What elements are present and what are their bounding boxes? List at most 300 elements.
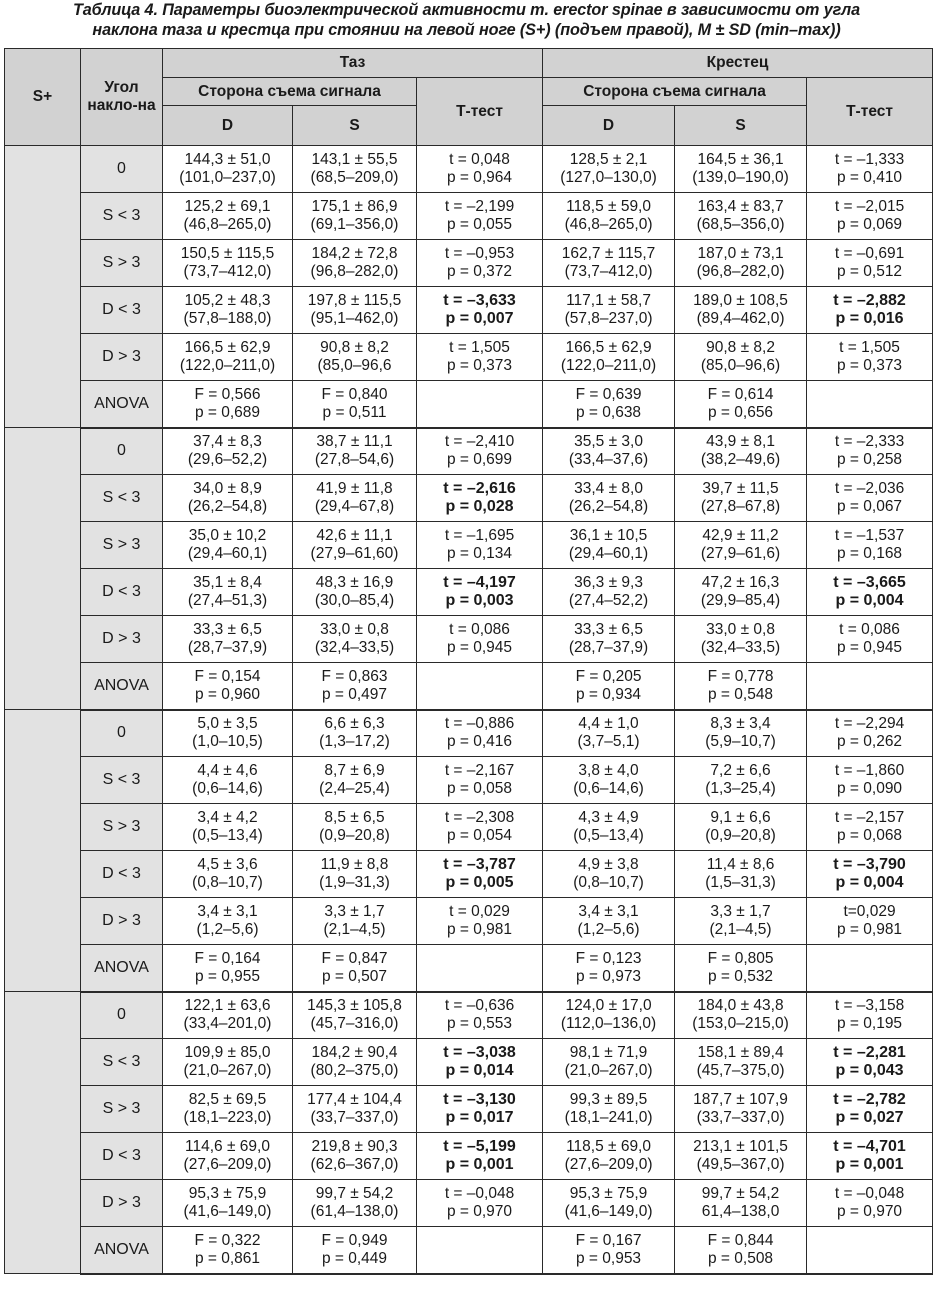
cell-range: p = 0,970	[446, 1203, 513, 1220]
cell-range: p = 0,017	[445, 1109, 514, 1126]
cell-range: p = 0,689	[194, 403, 261, 421]
cell-value: F = 0,844	[707, 1231, 774, 1249]
cell-range: p = 0,410	[836, 169, 903, 186]
header-krestets: Крестец	[543, 49, 933, 78]
cell-value: 39,7 ± 11,5	[702, 480, 779, 497]
table-row	[5, 146, 933, 193]
cell-range: p = 0,043	[835, 1062, 904, 1079]
cell-value: F = 0,164	[194, 949, 261, 967]
cell-range: (27,6–209,0)	[564, 1156, 653, 1173]
taz-s-cell	[293, 757, 417, 804]
cell-range: (122,0–211,0)	[560, 357, 657, 374]
taz-s-cell	[293, 1180, 417, 1227]
krestets-ttest-cell	[807, 1180, 933, 1227]
cell-value: 118,5 ± 69,0	[566, 1138, 651, 1155]
cell-range: (29,4–60,1)	[568, 545, 649, 562]
angle-cell: S < 3	[81, 475, 163, 522]
krestets-d-cell	[543, 193, 675, 240]
cell-value: t = –1,333	[834, 151, 905, 168]
cell-value: 114,6 ± 69,0	[185, 1138, 270, 1155]
header-taz-side: Сторона съема сигнала	[163, 78, 417, 106]
cell-value: t = –2,782	[833, 1091, 906, 1108]
krestets-d-cell	[543, 663, 675, 710]
cell-range: p = 0,373	[836, 357, 903, 374]
cell-range: (45,7–316,0)	[310, 1015, 399, 1033]
table-row	[5, 569, 933, 616]
taz-s-cell	[293, 945, 417, 992]
krestets-d-cell	[543, 992, 675, 1039]
krestets-s-cell	[675, 334, 807, 381]
cell-range: (1,3–25,4)	[705, 780, 776, 797]
taz-s-cell	[293, 1039, 417, 1086]
cell-value: t = –2,616	[443, 480, 516, 497]
krestets-d-cell	[543, 522, 675, 569]
table-row	[5, 193, 933, 240]
taz-d-cell	[163, 1086, 293, 1133]
krestets-ttest-cell	[807, 334, 933, 381]
taz-ttest-cell	[417, 334, 543, 381]
cell-range: (139,0–190,0)	[692, 169, 789, 186]
cell-range: (21,0–267,0)	[183, 1062, 272, 1079]
cell-range: p = 0,004	[835, 874, 904, 891]
cell-range: p = 0,058	[446, 780, 513, 797]
taz-d-cell	[163, 522, 293, 569]
krestets-d-cell	[543, 1180, 675, 1227]
cell-range: (1,5–31,3)	[705, 874, 776, 891]
krestets-ttest-cell	[807, 1227, 933, 1274]
cell-value: t = –4,701	[833, 1138, 906, 1155]
cell-value: 4,3 ± 4,9	[578, 809, 639, 826]
taz-d-cell	[163, 616, 293, 663]
cell-range: (0,8–10,7)	[573, 874, 644, 891]
table-row	[5, 1133, 933, 1180]
cell-range: (32,4–33,5)	[314, 639, 395, 656]
cell-value: 82,5 ± 69,5	[188, 1091, 267, 1108]
krestets-s-cell	[675, 851, 807, 898]
taz-s-cell	[293, 851, 417, 898]
krestets-ttest-cell	[807, 710, 933, 757]
cell-value: F = 0,840	[321, 385, 388, 403]
krestets-s-cell	[675, 428, 807, 475]
taz-s-cell	[293, 616, 417, 663]
cell-value: F = 0,863	[321, 667, 388, 685]
table-row	[5, 428, 933, 475]
krestets-ttest-cell	[807, 193, 933, 240]
taz-ttest-cell	[417, 616, 543, 663]
table-row	[5, 616, 933, 663]
emg-parameters-table	[4, 48, 933, 1275]
cell-value: t = –2,199	[444, 198, 515, 215]
table-row	[5, 710, 933, 757]
angle-cell: D < 3	[81, 569, 163, 616]
table-row	[5, 851, 933, 898]
krestets-d-cell	[543, 1227, 675, 1274]
krestets-d-cell	[543, 898, 675, 945]
cell-value: 105,2 ± 48,3	[184, 292, 271, 309]
taz-d-cell	[163, 1039, 293, 1086]
angle-cell: D > 3	[81, 616, 163, 663]
cell-value: 99,3 ± 89,5	[569, 1091, 648, 1108]
cell-value: 33,3 ± 6,5	[193, 621, 262, 638]
cell-value: 189,0 ± 108,5	[693, 292, 788, 309]
cell-value: 47,2 ± 16,3	[701, 574, 780, 591]
table-row	[5, 804, 933, 851]
cell-range: (46,8–265,0)	[564, 216, 653, 233]
cell-range: (27,4–52,2)	[568, 592, 649, 609]
cell-value: t = –2,882	[833, 292, 906, 309]
cell-value: 3,3 ± 1,7	[710, 903, 771, 920]
cell-range: p = 0,168	[836, 545, 903, 562]
cell-value: t = –3,158	[834, 997, 905, 1015]
cell-value: F = 0,205	[575, 667, 642, 685]
cell-range: 61,4–138,0	[701, 1203, 780, 1220]
cell-value: t = –0,048	[834, 1185, 905, 1202]
table-row	[5, 334, 933, 381]
header-krestets-s: S	[675, 106, 807, 146]
cell-range: (0,9–20,8)	[705, 827, 776, 844]
header-krestets-ttest: Т-тест	[807, 78, 933, 146]
cell-value: t = –0,636	[444, 997, 515, 1015]
taz-s-cell	[293, 898, 417, 945]
cell-value: 3,4 ± 3,1	[578, 903, 639, 920]
cell-value: 219,8 ± 90,3	[311, 1138, 398, 1155]
krestets-ttest-cell	[807, 1039, 933, 1086]
krestets-s-cell	[675, 992, 807, 1039]
cell-value: 7,2 ± 6,6	[710, 762, 771, 779]
cell-range: p = 0,934	[575, 685, 642, 703]
cell-value: 11,4 ± 8,6	[706, 856, 775, 873]
cell-value: 8,3 ± 3,4	[710, 715, 771, 733]
cell-range: (61,4–138,0)	[310, 1203, 399, 1220]
cell-range: (2,4–25,4)	[319, 780, 390, 797]
cell-value: t = –1,537	[834, 527, 905, 544]
cell-value: 8,7 ± 6,9	[324, 762, 385, 779]
cell-range: (89,4–462,0)	[696, 310, 785, 327]
angle-cell: D < 3	[81, 287, 163, 334]
cell-value: 124,0 ± 17,0	[565, 997, 652, 1015]
cell-range: p = 0,014	[445, 1062, 514, 1079]
cell-range: p = 0,195	[836, 1015, 903, 1033]
cell-range: p = 0,532	[707, 967, 774, 985]
cell-range: (0,5–13,4)	[192, 827, 263, 844]
taz-ttest-cell	[417, 851, 543, 898]
cell-value: t = –2,294	[834, 715, 905, 733]
taz-ttest-cell	[417, 804, 543, 851]
cell-value: 11,9 ± 8,8	[320, 856, 389, 873]
krestets-s-cell	[675, 1227, 807, 1274]
cell-range: (29,6–52,2)	[187, 451, 268, 469]
angle-cell: ANOVA	[81, 945, 163, 992]
cell-range: p = 0,945	[446, 639, 513, 656]
cell-value: t = –2,281	[833, 1044, 906, 1061]
cell-value: 98,1 ± 71,9	[569, 1044, 648, 1061]
krestets-d-cell	[543, 710, 675, 757]
taz-ttest-cell	[417, 475, 543, 522]
krestets-ttest-cell	[807, 663, 933, 710]
parameter-group-label	[5, 146, 81, 428]
cell-range: (29,4–67,8)	[314, 498, 395, 515]
cell-value: t = –3,787	[443, 856, 516, 873]
cell-value: 145,3 ± 105,8	[307, 997, 402, 1015]
krestets-ttest-cell	[807, 616, 933, 663]
cell-value: 184,2 ± 90,4	[311, 1044, 398, 1061]
cell-range: (68,5–356,0)	[696, 216, 785, 233]
krestets-s-cell	[675, 1180, 807, 1227]
taz-s-cell	[293, 663, 417, 710]
cell-value: t = –3,038	[443, 1044, 516, 1061]
cell-value: 3,3 ± 1,7	[324, 903, 385, 920]
cell-range: (46,8–265,0)	[183, 216, 272, 233]
taz-ttest-cell	[417, 663, 543, 710]
taz-ttest-cell	[417, 757, 543, 804]
cell-value: 43,9 ± 8,1	[706, 433, 775, 451]
cell-range: p = 0,699	[446, 451, 513, 469]
cell-range: (38,2–49,6)	[700, 451, 781, 469]
table-row	[5, 522, 933, 569]
cell-value: 213,1 ± 101,5	[693, 1138, 788, 1155]
krestets-s-cell	[675, 569, 807, 616]
cell-range: (69,1–356,0)	[310, 216, 399, 233]
cell-range: (57,8–237,0)	[564, 310, 653, 327]
parameter-group-label	[5, 710, 81, 992]
cell-range: (1,9–31,3)	[319, 874, 390, 891]
cell-value: 90,8 ± 8,2	[706, 339, 775, 356]
taz-d-cell	[163, 898, 293, 945]
taz-d-cell	[163, 334, 293, 381]
cell-value: t = 1,505	[449, 339, 510, 356]
cell-range: p = 0,069	[836, 216, 903, 233]
cell-value: 33,0 ± 0,8	[706, 621, 775, 638]
cell-range: (27,9–61,60)	[310, 545, 399, 562]
cell-value: 166,5 ± 62,9	[565, 339, 652, 356]
cell-range: (26,2–54,8)	[187, 498, 268, 515]
cell-range: p = 0,373	[446, 357, 513, 374]
cell-range: (33,7–337,0)	[696, 1109, 785, 1126]
cell-value: F = 0,167	[575, 1231, 642, 1249]
krestets-d-cell	[543, 569, 675, 616]
cell-range: p = 0,861	[194, 1249, 261, 1267]
cell-range: (1,0–10,5)	[192, 733, 263, 751]
angle-cell: 0	[81, 710, 163, 757]
cell-range: p = 0,028	[445, 498, 514, 515]
cell-value: t = –0,953	[444, 245, 515, 262]
cell-value: t = –2,410	[444, 433, 515, 451]
cell-range: (68,5–209,0)	[310, 169, 399, 186]
krestets-ttest-cell	[807, 240, 933, 287]
cell-value: t = 0,048	[449, 151, 510, 168]
cell-range: p = 0,953	[575, 1249, 642, 1267]
krestets-s-cell	[675, 381, 807, 428]
taz-ttest-cell	[417, 381, 543, 428]
angle-cell: D > 3	[81, 1180, 163, 1227]
cell-range: (95,1–462,0)	[310, 310, 399, 327]
parameter-group-label	[5, 428, 81, 710]
cell-range: p = 0,511	[322, 403, 387, 421]
cell-range: (18,1–241,0)	[564, 1109, 653, 1126]
taz-ttest-cell	[417, 428, 543, 475]
taz-ttest-cell	[417, 1133, 543, 1180]
cell-value: t = –0,886	[444, 715, 515, 733]
cell-value: 33,4 ± 8,0	[574, 480, 643, 497]
cell-value: t = –1,860	[834, 762, 905, 779]
taz-d-cell	[163, 1180, 293, 1227]
cell-value: F = 0,847	[321, 949, 388, 967]
cell-range: p = 0,027	[835, 1109, 904, 1126]
krestets-s-cell	[675, 616, 807, 663]
cell-value: t = –4,197	[443, 574, 516, 591]
cell-range: p = 0,508	[707, 1249, 774, 1267]
angle-cell: S > 3	[81, 1086, 163, 1133]
krestets-s-cell	[675, 193, 807, 240]
cell-range: (27,8–54,6)	[314, 451, 395, 469]
cell-value: t = –3,130	[443, 1091, 516, 1108]
cell-range: (26,2–54,8)	[568, 498, 649, 515]
table-row	[5, 1227, 933, 1274]
cell-value: 33,0 ± 0,8	[320, 621, 389, 638]
cell-range: (33,4–201,0)	[183, 1015, 272, 1033]
krestets-ttest-cell	[807, 898, 933, 945]
krestets-ttest-cell	[807, 945, 933, 992]
krestets-ttest-cell	[807, 569, 933, 616]
krestets-d-cell	[543, 1133, 675, 1180]
table-row	[5, 240, 933, 287]
cell-value: 162,7 ± 115,7	[561, 245, 656, 262]
header-angle: Угол накло-на	[81, 49, 163, 146]
cell-value: 4,4 ± 4,6	[197, 762, 258, 779]
cell-range: p = 0,981	[836, 921, 903, 938]
cell-range: p = 0,656	[707, 403, 774, 421]
cell-value: 42,6 ± 11,1	[316, 527, 393, 544]
cell-value: 38,7 ± 11,1	[316, 433, 393, 451]
cell-value: 117,1 ± 58,7	[566, 292, 651, 309]
cell-value: t = –2,036	[834, 480, 905, 497]
taz-ttest-cell	[417, 1086, 543, 1133]
taz-s-cell	[293, 334, 417, 381]
cell-value: 197,8 ± 115,5	[307, 292, 402, 309]
cell-range: (153,0–215,0)	[692, 1015, 789, 1033]
krestets-d-cell	[543, 757, 675, 804]
cell-range: (27,9–61,6)	[700, 545, 781, 562]
taz-d-cell	[163, 428, 293, 475]
angle-cell: 0	[81, 428, 163, 475]
cell-range: p = 0,548	[707, 685, 774, 703]
krestets-s-cell	[675, 146, 807, 193]
cell-range: p = 0,005	[445, 874, 514, 891]
caption-line-2: наклона таза и крестца при стоянии на левой ноге (S+) (подъем правой), M ± SD (min–max))	[92, 21, 841, 39]
cell-value: 3,4 ± 3,1	[197, 903, 258, 920]
taz-s-cell	[293, 1227, 417, 1274]
cell-range: p = 0,068	[836, 827, 903, 844]
cell-range: (85,0–96,6	[317, 357, 392, 374]
krestets-ttest-cell	[807, 428, 933, 475]
taz-ttest-cell	[417, 1039, 543, 1086]
angle-cell: D > 3	[81, 334, 163, 381]
cell-range: (57,8–188,0)	[183, 310, 272, 327]
cell-value: t = 1,505	[839, 339, 900, 356]
cell-range: p = 0,970	[836, 1203, 903, 1220]
cell-value: 35,5 ± 3,0	[574, 433, 643, 451]
header-krestets-side: Сторона съема сигнала	[543, 78, 807, 106]
taz-ttest-cell	[417, 945, 543, 992]
cell-range: p = 0,016	[835, 310, 904, 327]
taz-ttest-cell	[417, 146, 543, 193]
krestets-s-cell	[675, 945, 807, 992]
table-row	[5, 381, 933, 428]
table-row	[5, 992, 933, 1039]
taz-d-cell	[163, 240, 293, 287]
cell-value: t = 0,086	[839, 621, 900, 638]
krestets-ttest-cell	[807, 146, 933, 193]
cell-value: t = –3,633	[443, 292, 516, 309]
cell-range: (0,9–20,8)	[319, 827, 390, 844]
cell-value: 36,1 ± 10,5	[569, 527, 648, 544]
cell-value: F = 0,322	[194, 1231, 261, 1249]
header-taz-ttest: Т-тест	[417, 78, 543, 146]
taz-d-cell	[163, 569, 293, 616]
cell-range: (73,7–412,0)	[183, 263, 272, 280]
cell-range: p = 0,134	[446, 545, 513, 562]
cell-range: (85,0–96,6)	[700, 357, 781, 374]
cell-range: (41,6–149,0)	[564, 1203, 653, 1220]
angle-cell: S < 3	[81, 1039, 163, 1086]
cell-range: (30,0–85,4)	[314, 592, 395, 609]
cell-range: (18,1–223,0)	[183, 1109, 272, 1126]
cell-value: t = –2,157	[834, 809, 905, 826]
cell-range: (80,2–375,0)	[310, 1062, 399, 1079]
cell-value: F = 0,614	[707, 385, 774, 403]
taz-d-cell	[163, 992, 293, 1039]
cell-range: (33,4–37,6)	[568, 451, 649, 469]
cell-value: F = 0,805	[707, 949, 774, 967]
cell-range: p = 0,553	[446, 1015, 513, 1033]
cell-range: p = 0,003	[445, 592, 514, 609]
cell-range: p = 0,512	[836, 263, 903, 280]
cell-range: p = 0,067	[836, 498, 903, 515]
cell-range: p = 0,262	[836, 733, 903, 751]
krestets-s-cell	[675, 475, 807, 522]
cell-range: p = 0,001	[835, 1156, 904, 1173]
cell-range: p = 0,090	[836, 780, 903, 797]
cell-range: (96,8–282,0)	[310, 263, 399, 280]
cell-range: p = 0,416	[446, 733, 513, 751]
cell-range: (29,4–60,1)	[187, 545, 268, 562]
cell-range: p = 0,007	[445, 310, 514, 327]
krestets-ttest-cell	[807, 757, 933, 804]
table-row	[5, 1086, 933, 1133]
cell-value: t = –0,048	[444, 1185, 515, 1202]
krestets-d-cell	[543, 287, 675, 334]
cell-value: 150,5 ± 115,5	[180, 245, 275, 262]
table-row	[5, 898, 933, 945]
angle-cell: ANOVA	[81, 663, 163, 710]
taz-s-cell	[293, 428, 417, 475]
krestets-d-cell	[543, 945, 675, 992]
cell-range: (32,4–33,5)	[700, 639, 781, 656]
cell-range: (0,8–10,7)	[192, 874, 263, 891]
cell-value: F = 0,639	[575, 385, 642, 403]
cell-value: F = 0,123	[575, 949, 642, 967]
angle-cell: S > 3	[81, 804, 163, 851]
angle-cell: 0	[81, 992, 163, 1039]
taz-d-cell	[163, 381, 293, 428]
angle-cell: S < 3	[81, 757, 163, 804]
taz-s-cell	[293, 1133, 417, 1180]
cell-value: 125,2 ± 69,1	[184, 198, 271, 215]
krestets-s-cell	[675, 240, 807, 287]
taz-s-cell	[293, 522, 417, 569]
krestets-s-cell	[675, 522, 807, 569]
header-s-plus: S+	[5, 49, 81, 146]
